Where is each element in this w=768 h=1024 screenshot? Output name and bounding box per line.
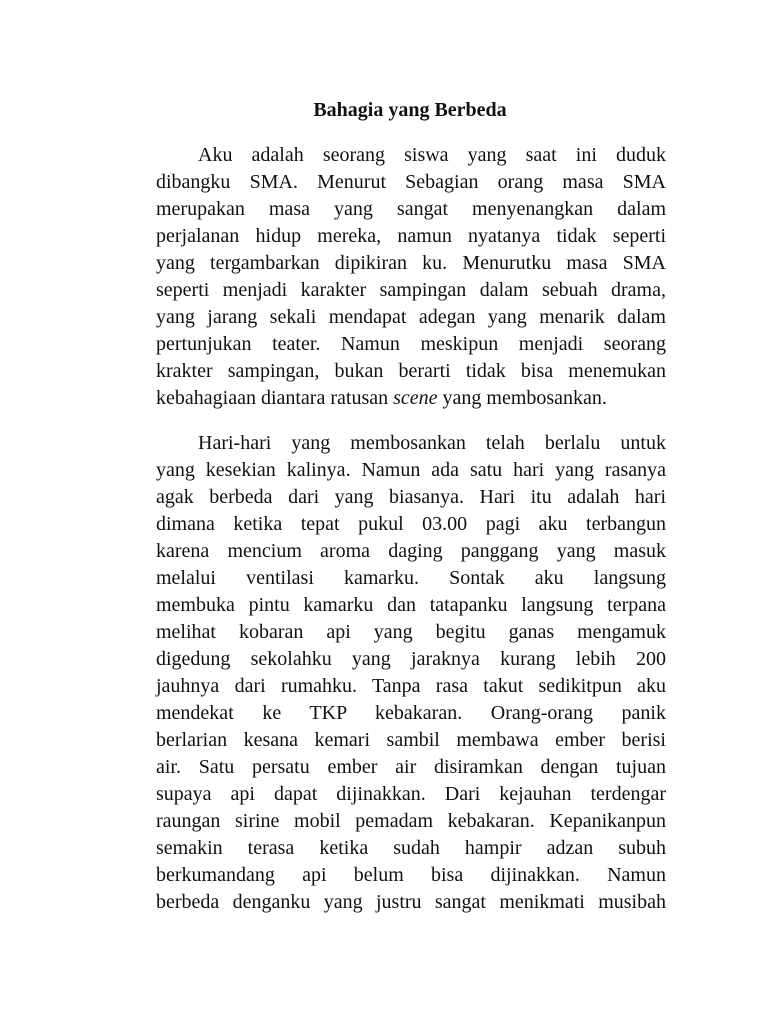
paragraph-1-line: yang tergambarkan dipikiran ku. Menurutku masa SMA xyxy=(156,252,666,274)
paragraph-2-line: dimana ketika tepat pukul 03.00 pagi aku terbangun xyxy=(156,513,666,535)
paragraph-2-line: raungan sirine mobil pemadam kebakaran. Kepanikanpun xyxy=(156,810,666,832)
document-title: Bahagia yang Berbeda xyxy=(313,99,507,121)
paragraph-1-last-line xyxy=(156,385,666,412)
paragraph-2-line: air. Satu persatu ember air disiramkan dengan tujuan xyxy=(156,756,666,778)
paragraph-1-line: yang jarang sekali mendapat adegan yang menarik dalam xyxy=(156,306,666,328)
paragraph-2-line: digedung sekolahku yang jaraknya kurang lebih 200 xyxy=(156,648,666,670)
paragraph-1-line: dibangku SMA. Menurut Sebagian orang masa SMA xyxy=(156,171,666,193)
paragraph-2 xyxy=(156,430,666,916)
paragraph-2-line: berkumandang api belum bisa dijinakkan. Namun xyxy=(156,864,666,886)
paragraph-2-line: karena mencium aroma daging panggang yang masuk xyxy=(156,540,666,562)
paragraph-2-line: berbeda denganku yang justru sangat menikmati musibah xyxy=(156,891,666,913)
paragraph-1-line: Aku adalah seorang siswa yang saat ini duduk xyxy=(198,144,666,166)
paragraph-2-line: agak berbeda dari yang biasanya. Hari itu adalah hari xyxy=(156,486,666,508)
italic-word: scene xyxy=(393,387,438,409)
paragraph-2-line: semakin terasa ketika sudah hampir adzan subuh xyxy=(156,837,666,859)
paragraph-1-line: merupakan masa yang sangat menyenangkan dalam xyxy=(156,198,666,220)
paragraph-2-line: melihat kobaran api yang begitu ganas mengamuk xyxy=(156,621,666,643)
paragraph-2-line: melalui ventilasi kamarku. Sontak aku langsung xyxy=(156,567,666,589)
paragraph-2-line: jauhnya dari rumahku. Tanpa rasa takut sedikitpun aku xyxy=(156,675,666,697)
paragraph-2-line: supaya api dapat dijinakkan. Dari kejauhan terdengar xyxy=(156,783,666,805)
last-line-text-after: yang membosankan. xyxy=(437,387,607,409)
paragraph-1-line: perjalanan hidup mereka, namun nyatanya tidak seperti xyxy=(156,225,666,247)
paragraph-2-line: yang kesekian kalinya. Namun ada satu hari yang rasanya xyxy=(156,459,666,481)
paragraph-2-line: Hari-hari yang membosankan telah berlalu untuk xyxy=(198,432,666,454)
paragraph-2-line: mendekat ke TKP kebakaran. Orang-orang panik xyxy=(156,702,666,724)
paragraph-2-line: membuka pintu kamarku dan tatapanku langsung terpana xyxy=(156,594,666,616)
paragraph-1 xyxy=(156,142,666,412)
paragraph-1-line: pertunjukan teater. Namun meskipun menjadi seorang xyxy=(156,333,666,355)
paragraph-2-line: berlarian kesana kemari sambil membawa ember berisi xyxy=(156,729,666,751)
paragraph-1-line: seperti menjadi karakter sampingan dalam sebuah drama, xyxy=(156,279,666,301)
last-line-text-before: kebahagiaan diantara ratusan xyxy=(156,387,394,409)
paragraph-1-line: krakter sampingan, bukan berarti tidak bisa menemukan xyxy=(156,360,666,382)
